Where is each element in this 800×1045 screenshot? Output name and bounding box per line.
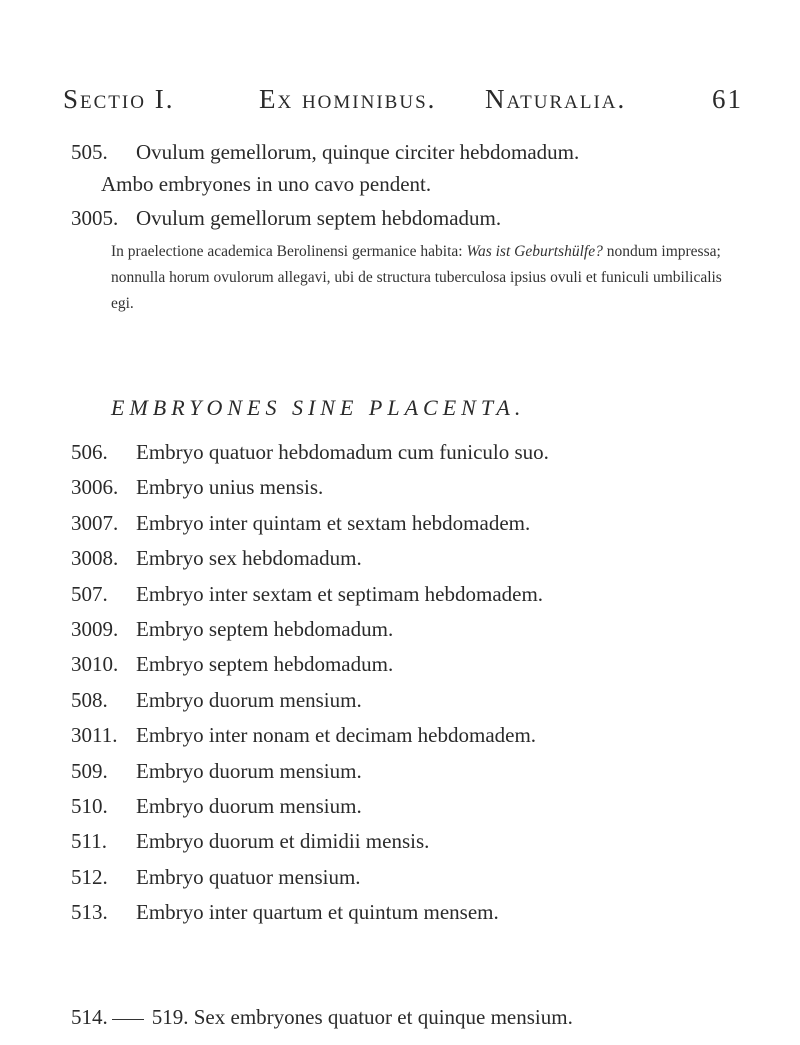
entry-number: 506. bbox=[71, 440, 108, 464]
entry-number: 3010. bbox=[71, 652, 119, 676]
catalog-entry bbox=[71, 546, 362, 571]
entry-text: Embryo inter nonam et decimam hebdomadem. bbox=[136, 723, 537, 747]
header-sectio: Sectio I. bbox=[63, 84, 175, 114]
entry-text: Embryo duorum mensium. bbox=[136, 794, 362, 818]
entry-number: 3009. bbox=[71, 617, 119, 641]
catalog-entry bbox=[71, 475, 323, 500]
entry-text: Embryo sex hebdomadum. bbox=[136, 546, 362, 570]
entry-number: 509. bbox=[71, 759, 108, 783]
catalog-entry bbox=[71, 829, 429, 854]
entry-number: 507. bbox=[71, 582, 108, 606]
entry-number: 505. bbox=[71, 140, 108, 164]
catalog-entry bbox=[71, 794, 362, 819]
catalog-entry bbox=[71, 511, 530, 536]
catalog-entry bbox=[71, 723, 536, 748]
header-naturalia: Naturalia. bbox=[485, 84, 627, 114]
note-part2: nondum impressa; nonnulla horum ovulorum allegavi, ubi de structura tuberculosa ipsius ovuli et funiculi umbilicalis egi. bbox=[111, 243, 722, 312]
entry-text: Embryo duorum mensium. bbox=[136, 688, 362, 712]
running-header bbox=[63, 84, 743, 114]
catalog-entry-505 bbox=[71, 140, 579, 165]
entry-number: 3006. bbox=[71, 475, 119, 499]
entry-number: 3007. bbox=[71, 511, 119, 535]
catalog-entry bbox=[71, 652, 393, 677]
entry-text: Embryo septem hebdomadum. bbox=[136, 652, 394, 676]
page-number: 61 bbox=[712, 84, 743, 114]
entry-text: Embryo duorum et dimidii mensis. bbox=[136, 829, 430, 853]
header-ex-hominibus: Ex hominibus. bbox=[259, 84, 437, 114]
note-italic-title: Was ist Geburtshülfe? bbox=[466, 243, 603, 260]
entry-text: Embryo unius mensis. bbox=[136, 475, 324, 499]
catalog-entry bbox=[71, 900, 499, 925]
entry-number: 3011. bbox=[71, 723, 118, 747]
catalog-entry bbox=[71, 688, 362, 713]
catalog-entry bbox=[71, 759, 362, 784]
entry-number-end: 519. bbox=[151, 1005, 189, 1029]
catalog-entry-3005 bbox=[71, 206, 501, 231]
note-part1: In praelectione academica Berolinensi germanice habita: bbox=[111, 243, 467, 260]
entry-number: 513. bbox=[71, 900, 108, 924]
entry-number: 514. bbox=[71, 1005, 108, 1029]
entry-number: 3005. bbox=[71, 206, 119, 230]
entry-text: Embryo duorum mensium. bbox=[136, 759, 362, 783]
entry-continuation: Ambo embryones in uno cavo pendent. bbox=[101, 172, 432, 196]
footnote-paragraph bbox=[111, 239, 741, 317]
entry-text: Embryo inter sextam et septimam hebdomadem. bbox=[136, 582, 544, 606]
catalog-entry bbox=[71, 865, 361, 890]
entry-number: 512. bbox=[71, 865, 108, 889]
entry-text: Embryo inter quartum et quintum mensem. bbox=[136, 900, 499, 924]
entry-text: Embryo septem hebdomadum. bbox=[136, 617, 394, 641]
entry-text: Embryo quatuor mensium. bbox=[136, 865, 361, 889]
entry-number: 3008. bbox=[71, 546, 119, 570]
entry-text: Ovulum gemellorum septem hebdomadum. bbox=[136, 206, 502, 230]
entry-text: Sex embryones quatuor et quinque mensium. bbox=[193, 1005, 573, 1029]
range-dash bbox=[112, 1019, 144, 1020]
catalog-entry bbox=[71, 440, 549, 465]
catalog-entry bbox=[71, 582, 543, 607]
entry-number: 510. bbox=[71, 794, 108, 818]
entry-number: 508. bbox=[71, 688, 108, 712]
catalog-entry bbox=[71, 617, 393, 642]
entry-text: Ovulum gemellorum, quinque circiter hebdomadum. bbox=[136, 140, 580, 164]
entry-text: Embryo quatuor hebdomadum cum funiculo suo. bbox=[136, 440, 549, 464]
entry-number: 511. bbox=[71, 829, 107, 853]
section-heading: EMBRYONES SINE PLACENTA. bbox=[111, 395, 526, 420]
catalog-entry-514-519 bbox=[71, 1005, 573, 1030]
entry-text: Embryo inter quintam et sextam hebdomadem. bbox=[136, 511, 531, 535]
